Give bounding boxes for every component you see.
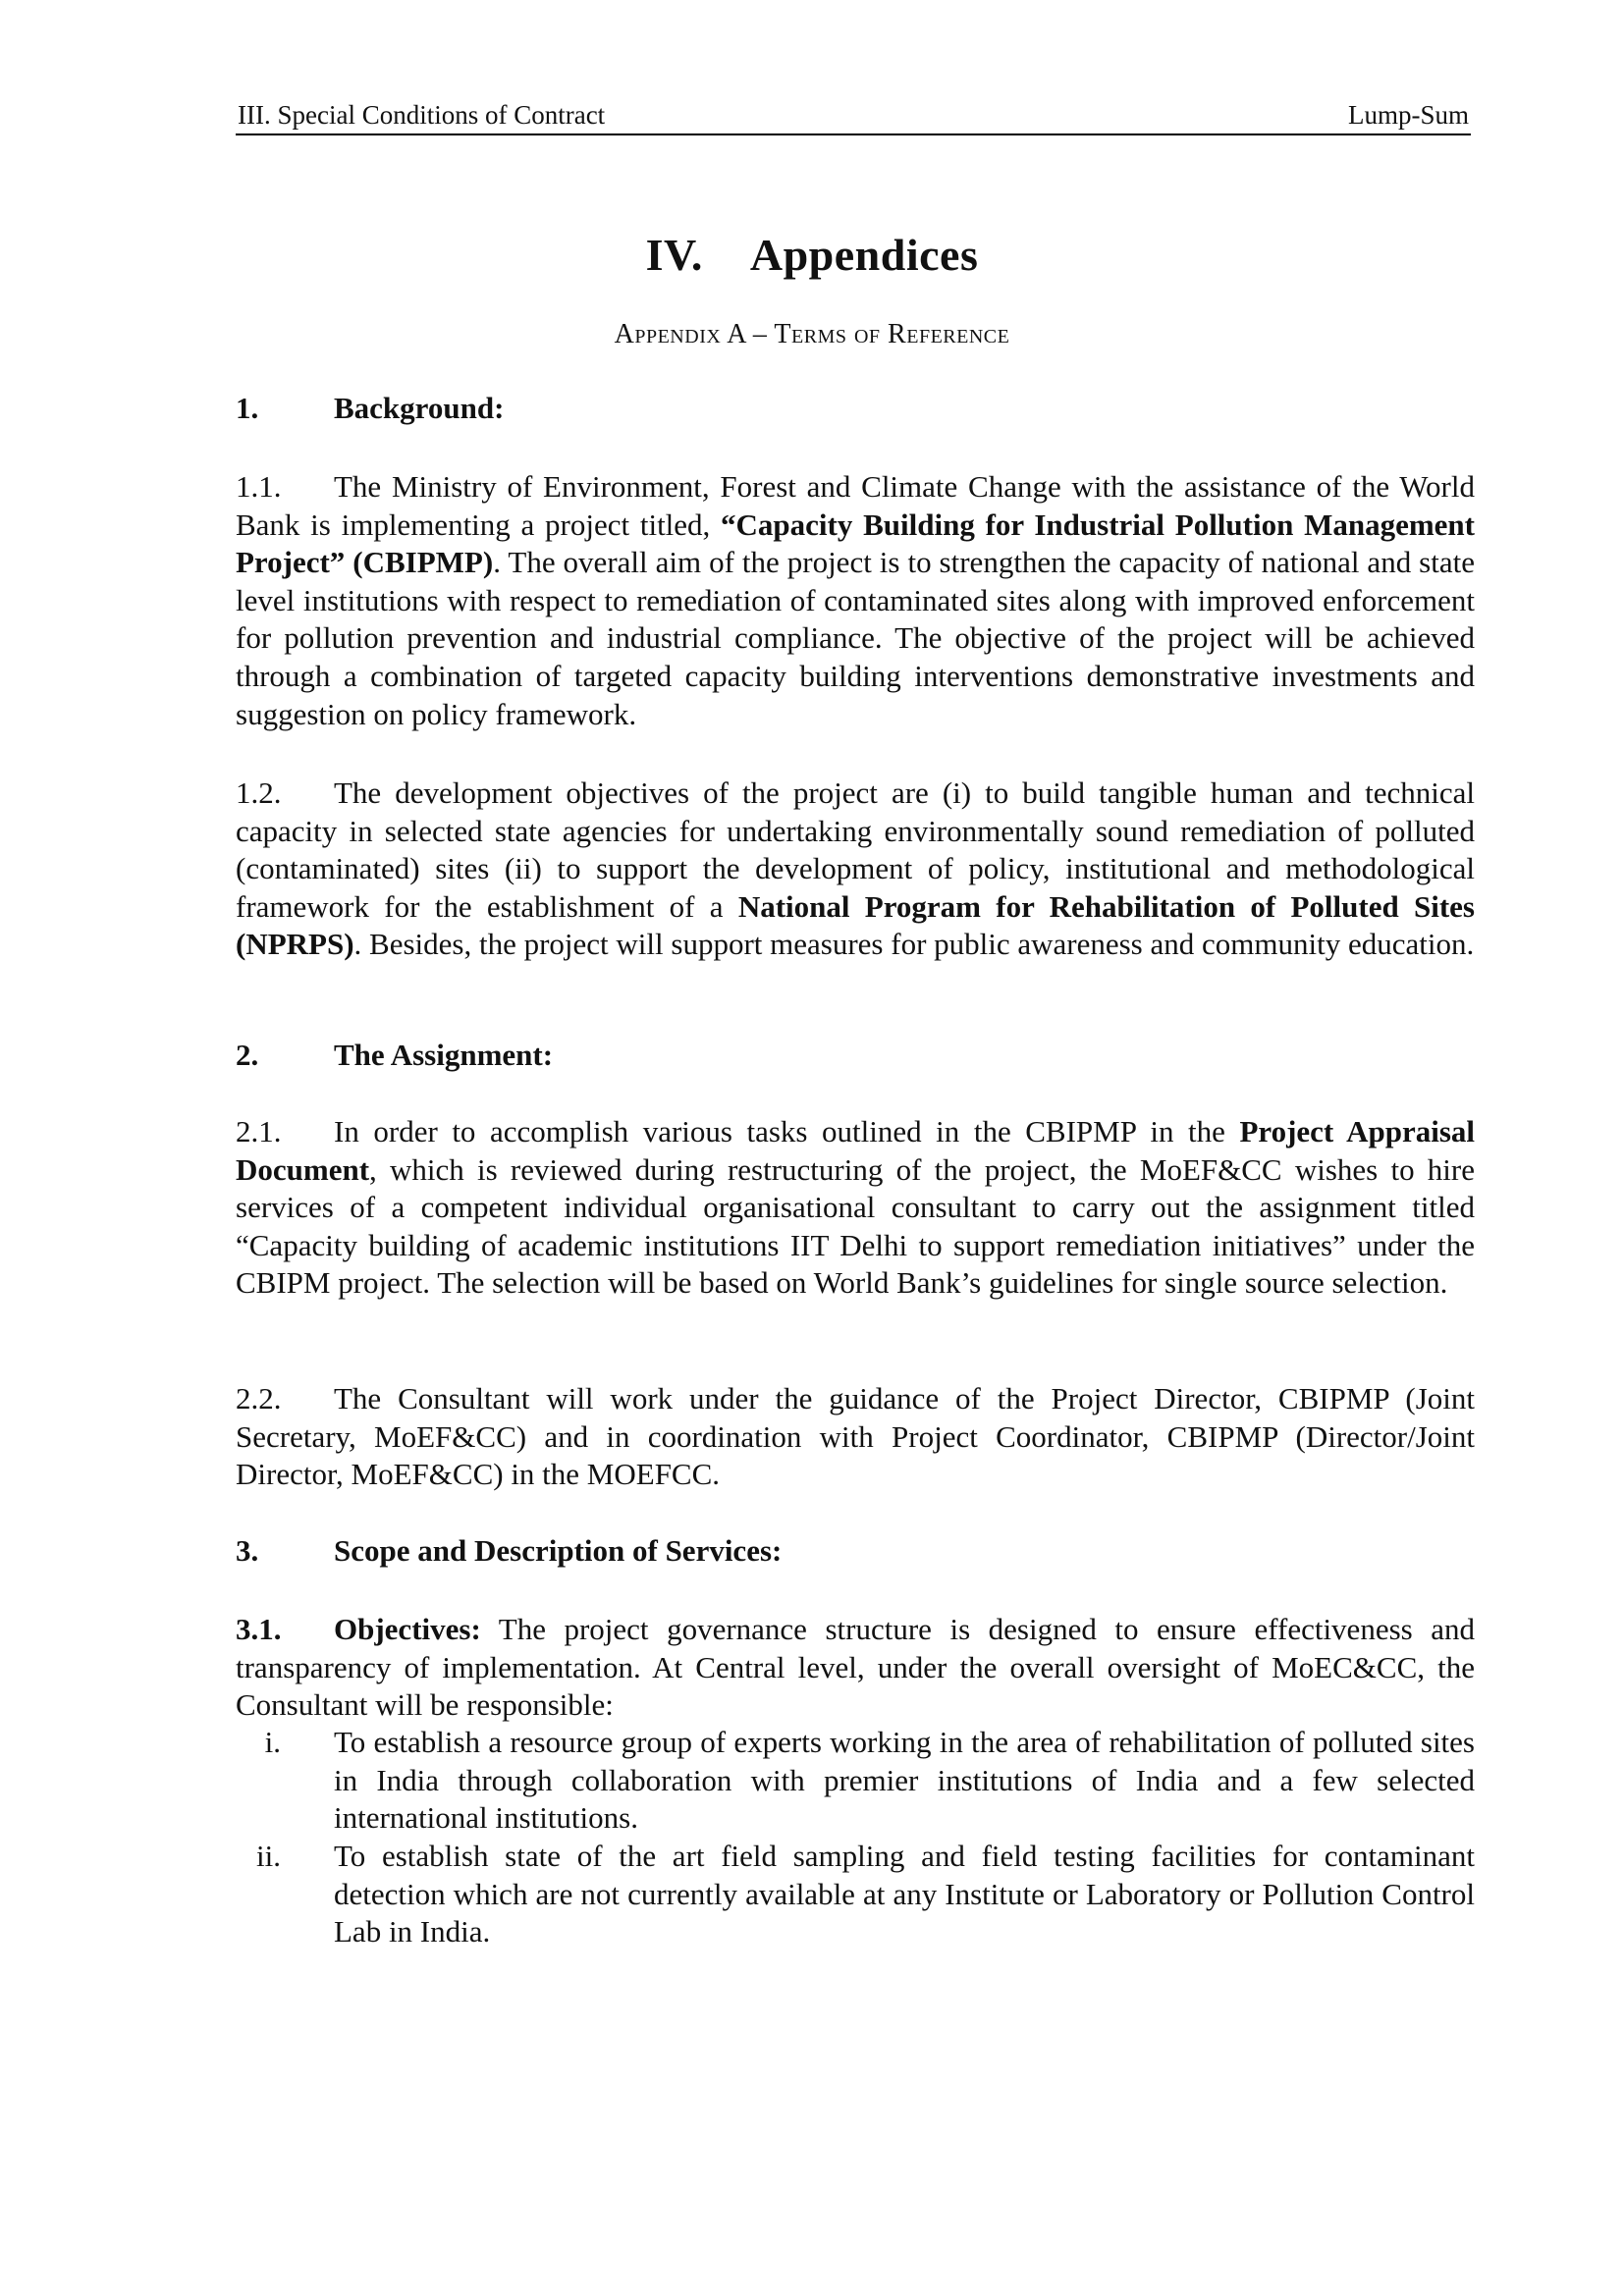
section-number: 3. <box>236 1533 259 1568</box>
paragraph-3-1 <box>236 1611 1475 1725</box>
paragraph-number: 3.1. <box>236 1612 282 1646</box>
section-title: Background: <box>334 391 505 425</box>
title-text: Appendices <box>749 230 979 280</box>
paragraph-text: The project governance structure is designed to ensure effectiveness and transparency of implementation. At Central level, under the overall oversight of MoEC&CC, the Consultant will be responsible: <box>236 1612 1475 1723</box>
paragraph-text: In order to accomplish various tasks outlined in the CBIPMP in the <box>334 1114 1240 1148</box>
section-heading-background <box>236 391 504 426</box>
paragraph-text: , which is reviewed during restructuring of the project, the MoEF&CC wishes to hire services of a competent individual organisational consultant to carry out the assignment titled “Capacity building of academic institutions IIT Delhi to support remediation initiatives” under the CBIPM project. The selection will be based on World Bank’s guidelines for single source selection. <box>236 1151 1475 1301</box>
running-header <box>236 96 1471 135</box>
paragraph-text: . The overall aim of the project is to strengthen the capacity of national and state level institutions with respect to remediation of contaminated sites along with improved enforcement for pollution prevention and industrial compliance. The objective of the project will be achieved through a combination of targeted capacity building interventions demonstrative investments and suggestion on policy framework. <box>236 545 1475 731</box>
appendix-subtitle: Appendix A – Terms of Reference <box>614 319 1010 349</box>
section-number: 2. <box>236 1038 259 1072</box>
paragraph-number: 1.2. <box>236 775 282 810</box>
paragraph-bold-text: National Program for Rehabilitation of Polluted Sites (NPRPS) <box>236 888 1475 962</box>
section-heading-scope <box>236 1533 782 1569</box>
section-heading-assignment <box>236 1038 553 1073</box>
paragraph-number: 2.2. <box>236 1381 282 1415</box>
list-marker: ii. <box>256 1839 281 1873</box>
header-left-text: III. Special Conditions of Contract <box>238 100 606 130</box>
section-title: The Assignment: <box>334 1038 554 1072</box>
paragraph-number: 1.1. <box>236 469 282 504</box>
list-text: To establish state of the art field sampling and field testing facilities for contaminant detection which are not currently available at any Institute or Laboratory or Pollution Control Lab in India. <box>334 1839 1475 1949</box>
page-title <box>0 229 1624 281</box>
header-right-text: Lump-Sum <box>1347 100 1469 130</box>
title-number: IV. <box>645 230 703 280</box>
list-text: To establish a resource group of experts working in the area of rehabilitation of polluted sites in India through collaboration with premier institutions of India and a few selected international institutions. <box>334 1725 1475 1836</box>
paragraph-bold-text: “Capacity Building for Industrial Pollution Management Project” (CBIPMP) <box>236 507 1475 580</box>
paragraph-text: The development objectives of the project are (i) to build tangible human and technical capacity in selected state agencies for undertaking environmentally sound remediation of polluted (contaminated) sites (ii) to support the development of policy, institutional and methodological framework for the establishment of a <box>236 775 1475 924</box>
paragraph-2-2 <box>236 1380 1475 1494</box>
paragraph-1-1 <box>236 468 1475 733</box>
section-title: Scope and Description of Services: <box>334 1533 783 1568</box>
paragraph-text: . Besides, the project will support measures for public awareness and community education. <box>353 927 1475 962</box>
paragraph-bold-text: Objectives: <box>334 1612 481 1646</box>
section-number: 1. <box>236 391 259 425</box>
paragraph-number: 2.1. <box>236 1114 282 1148</box>
paragraph-1-2 <box>236 774 1475 964</box>
paragraph-text: The Ministry of Environment, Forest and Climate Change with the assistance of the World Bank is implementing a project titled, <box>236 469 1475 542</box>
paragraph-text: The Consultant will work under the guidance of the Project Director, CBIPMP (Joint Secretary, MoEF&CC) and in coordination with Project Coordinator, CBIPMP (Director/Joint Director, MoEF&CC) in the MOEFCC. <box>236 1381 1475 1492</box>
list-marker: i. <box>264 1725 281 1759</box>
paragraph-bold-text: Project Appraisal Document <box>236 1114 1476 1187</box>
paragraph-2-1 <box>236 1113 1475 1303</box>
